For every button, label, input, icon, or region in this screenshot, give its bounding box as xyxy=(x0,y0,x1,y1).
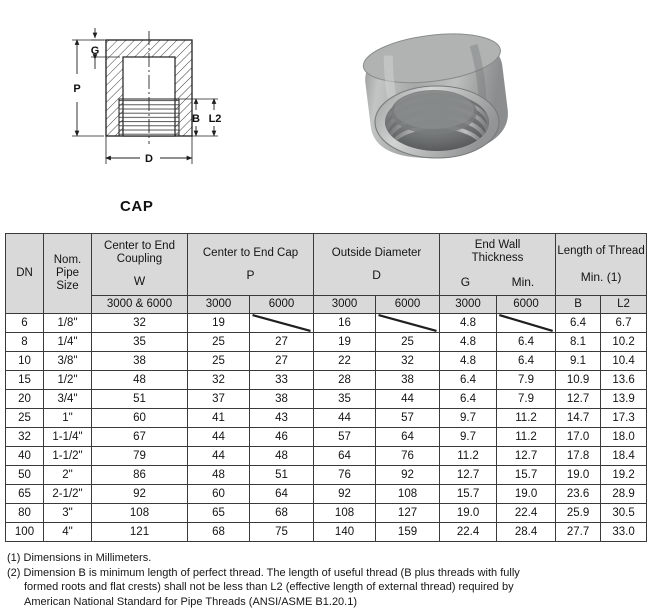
cell-p-3000: 48 xyxy=(188,466,250,485)
cell-p-3000: 65 xyxy=(188,504,250,523)
cell-l2: 33.0 xyxy=(601,523,647,542)
cell-p-6000: 46 xyxy=(250,428,314,447)
cell-b: 8.1 xyxy=(556,333,601,352)
cell-dn: 10 xyxy=(6,352,44,371)
cell-p-6000: 64 xyxy=(250,485,314,504)
table-row xyxy=(6,314,647,333)
cell-d-6000: 38 xyxy=(376,371,440,390)
header-g-min: Min. xyxy=(511,275,535,290)
cell-d-6000: 127 xyxy=(376,504,440,523)
cell-l2: 17.3 xyxy=(601,409,647,428)
cell-g-6000: 6.4 xyxy=(497,333,556,352)
cell-b: 9.1 xyxy=(556,352,601,371)
cell-w: 48 xyxy=(92,371,188,390)
dimension-label-b: B xyxy=(192,113,200,125)
cell-dn: 80 xyxy=(6,504,44,523)
cell-l2: 18.4 xyxy=(601,447,647,466)
cell-w: 108 xyxy=(92,504,188,523)
cell-dn: 6 xyxy=(6,314,44,333)
footnote-2-line-2: formed roots and flat crests) shall not be less than L2 (effective length of external thread) required by xyxy=(24,581,514,593)
table-row xyxy=(6,504,647,523)
cell-nominal-pipe-size: 4" xyxy=(44,523,92,542)
cell-nominal-pipe-size: 2-1/2" xyxy=(44,485,92,504)
subheader-p-3000: 3000 xyxy=(188,296,250,314)
table-row xyxy=(6,390,647,409)
cell-d-6000: 76 xyxy=(376,447,440,466)
cell-w: 86 xyxy=(92,466,188,485)
cell-g-3000: 6.4 xyxy=(440,390,497,409)
table-row xyxy=(6,428,647,447)
cell-w: 35 xyxy=(92,333,188,352)
cell-p-3000: 19 xyxy=(188,314,250,333)
cell-p-3000: 44 xyxy=(188,428,250,447)
cell-w: 121 xyxy=(92,523,188,542)
cell-d-3000: 35 xyxy=(314,390,376,409)
cell-d-6000: 57 xyxy=(376,409,440,428)
cell-g-3000: 9.7 xyxy=(440,409,497,428)
cell-l2: 18.0 xyxy=(601,428,647,447)
figure-caption: CAP xyxy=(120,198,154,215)
cell-w: 51 xyxy=(92,390,188,409)
table-row xyxy=(6,523,647,542)
cell-w: 67 xyxy=(92,428,188,447)
cell-w: 79 xyxy=(92,447,188,466)
cell-nominal-pipe-size: 1" xyxy=(44,409,92,428)
cell-g-3000: 9.7 xyxy=(440,428,497,447)
cell-g-6000: 15.7 xyxy=(497,466,556,485)
header-g-symbol: G xyxy=(460,275,471,290)
subheader-d-3000: 3000 xyxy=(314,296,376,314)
cell-p-6000: 43 xyxy=(250,409,314,428)
header-row-sub xyxy=(6,296,647,314)
cell-p-6000: 51 xyxy=(250,466,314,485)
cap-product-photo xyxy=(338,14,534,186)
cell-d-3000: 108 xyxy=(314,504,376,523)
cell-nominal-pipe-size: 1/8" xyxy=(44,314,92,333)
cell-g-6000-empty xyxy=(497,314,556,333)
cell-d-6000-empty xyxy=(376,314,440,333)
cell-g-6000: 19.0 xyxy=(497,485,556,504)
footnote-1: (1) Dimensions in Millimeters. xyxy=(7,552,152,564)
cell-dn: 8 xyxy=(6,333,44,352)
table-row xyxy=(6,352,647,371)
header-row-main xyxy=(6,234,647,296)
cell-p-3000: 25 xyxy=(188,352,250,371)
cell-d-6000: 159 xyxy=(376,523,440,542)
cell-g-3000: 12.7 xyxy=(440,466,497,485)
table-row xyxy=(6,333,647,352)
cell-p-3000: 37 xyxy=(188,390,250,409)
cell-d-3000: 16 xyxy=(314,314,376,333)
cell-g-3000: 4.8 xyxy=(440,333,497,352)
header-nominal-pipe-size: Nom. Pipe Size xyxy=(44,234,92,314)
cell-p-6000: 48 xyxy=(250,447,314,466)
subheader-d-6000: 6000 xyxy=(376,296,440,314)
cell-g-3000: 15.7 xyxy=(440,485,497,504)
cell-p-6000: 68 xyxy=(250,504,314,523)
table-row xyxy=(6,466,647,485)
cell-b: 14.7 xyxy=(556,409,601,428)
cell-nominal-pipe-size: 1-1/2" xyxy=(44,447,92,466)
table-row xyxy=(6,409,647,428)
dimension-label-p: P xyxy=(73,83,81,95)
header-center-to-end-coupling: Center to End Coupling W xyxy=(92,234,188,296)
cell-d-3000: 140 xyxy=(314,523,376,542)
cell-l2: 13.9 xyxy=(601,390,647,409)
cell-nominal-pipe-size: 1/4" xyxy=(44,333,92,352)
dimension-label-d: D xyxy=(145,153,153,165)
cell-p-3000: 32 xyxy=(188,371,250,390)
cell-l2: 13.6 xyxy=(601,371,647,390)
cell-p-3000: 68 xyxy=(188,523,250,542)
cell-dn: 25 xyxy=(6,409,44,428)
cell-b: 17.0 xyxy=(556,428,601,447)
cell-d-3000: 19 xyxy=(314,333,376,352)
cell-g-3000: 19.0 xyxy=(440,504,497,523)
dimension-table xyxy=(5,233,647,542)
cell-g-3000: 11.2 xyxy=(440,447,497,466)
cell-g-3000: 4.8 xyxy=(440,352,497,371)
cell-d-6000: 92 xyxy=(376,466,440,485)
cell-nominal-pipe-size: 2" xyxy=(44,466,92,485)
header-outside-diameter: Outside Diameter D xyxy=(314,234,440,296)
cell-p-6000: 38 xyxy=(250,390,314,409)
footnote-2-line-1: (2) Dimension B is minimum length of perfect thread. The length of useful thread (B plus threads with fully xyxy=(7,566,520,579)
cap-cross-section-drawing xyxy=(48,16,288,181)
cell-d-3000: 76 xyxy=(314,466,376,485)
subheader-b: B xyxy=(556,296,601,314)
cell-w: 92 xyxy=(92,485,188,504)
cell-dn: 50 xyxy=(6,466,44,485)
subheader-p-6000: 6000 xyxy=(250,296,314,314)
header-length-of-thread: Length of Thread Min. (1) xyxy=(556,234,647,296)
cell-nominal-pipe-size: 3/4" xyxy=(44,390,92,409)
table-row xyxy=(6,371,647,390)
cell-g-6000: 6.4 xyxy=(497,352,556,371)
cell-p-6000: 27 xyxy=(250,333,314,352)
subheader-g-6000: 6000 xyxy=(497,296,556,314)
illustration-area xyxy=(0,0,650,225)
cell-w: 32 xyxy=(92,314,188,333)
cell-p-6000: 75 xyxy=(250,523,314,542)
cell-d-3000: 92 xyxy=(314,485,376,504)
cell-p-3000: 44 xyxy=(188,447,250,466)
dimension-label-g: G xyxy=(90,45,100,57)
cell-l2: 19.2 xyxy=(601,466,647,485)
subheader-w-class: 3000 & 6000 xyxy=(92,296,188,314)
cell-b: 6.4 xyxy=(556,314,601,333)
cell-g-6000: 28.4 xyxy=(497,523,556,542)
cell-g-6000: 7.9 xyxy=(497,371,556,390)
subheader-l2: L2 xyxy=(601,296,647,314)
cell-d-6000: 44 xyxy=(376,390,440,409)
cell-d-3000: 22 xyxy=(314,352,376,371)
cell-d-3000: 57 xyxy=(314,428,376,447)
cell-p-3000: 60 xyxy=(188,485,250,504)
dimension-table-container xyxy=(5,233,646,542)
cell-b: 25.9 xyxy=(556,504,601,523)
header-dn: DN xyxy=(6,234,44,314)
cell-d-6000: 25 xyxy=(376,333,440,352)
cell-g-6000: 22.4 xyxy=(497,504,556,523)
cell-w: 60 xyxy=(92,409,188,428)
cell-g-3000: 4.8 xyxy=(440,314,497,333)
footnote-2-line-3: American National Standard for Pipe Threads (ANSI/ASME B1.20.1) xyxy=(24,595,358,608)
header-center-to-end-cap: Center to End Cap P xyxy=(188,234,314,296)
cell-dn: 65 xyxy=(6,485,44,504)
cell-dn: 20 xyxy=(6,390,44,409)
cell-nominal-pipe-size: 3/8" xyxy=(44,352,92,371)
header-end-wall-thickness: End Wall Thickness G Min. xyxy=(440,234,556,296)
cell-dn: 100 xyxy=(6,523,44,542)
cell-b: 12.7 xyxy=(556,390,601,409)
cell-b: 17.8 xyxy=(556,447,601,466)
cell-l2: 28.9 xyxy=(601,485,647,504)
cell-l2: 6.7 xyxy=(601,314,647,333)
cell-g-6000: 12.7 xyxy=(497,447,556,466)
cell-nominal-pipe-size: 1-1/4" xyxy=(44,428,92,447)
cell-d-6000: 108 xyxy=(376,485,440,504)
cell-l2: 10.2 xyxy=(601,333,647,352)
cell-b: 27.7 xyxy=(556,523,601,542)
cell-l2: 30.5 xyxy=(601,504,647,523)
table-head xyxy=(6,234,647,314)
cell-p-3000: 41 xyxy=(188,409,250,428)
dimension-label-l2: L2 xyxy=(208,113,222,125)
cell-d-3000: 64 xyxy=(314,447,376,466)
cell-d-3000: 44 xyxy=(314,409,376,428)
cell-nominal-pipe-size: 3" xyxy=(44,504,92,523)
cell-l2: 10.4 xyxy=(601,352,647,371)
cell-g-6000: 11.2 xyxy=(497,428,556,447)
table-body xyxy=(6,314,647,542)
cell-dn: 15 xyxy=(6,371,44,390)
cell-nominal-pipe-size: 1/2" xyxy=(44,371,92,390)
subheader-g-3000: 3000 xyxy=(440,296,497,314)
cell-dn: 32 xyxy=(6,428,44,447)
cell-g-6000: 11.2 xyxy=(497,409,556,428)
cell-dn: 40 xyxy=(6,447,44,466)
cell-p-6000-empty xyxy=(250,314,314,333)
cell-w: 38 xyxy=(92,352,188,371)
table-row xyxy=(6,485,647,504)
cell-p-6000: 33 xyxy=(250,371,314,390)
cell-g-3000: 22.4 xyxy=(440,523,497,542)
cell-b: 19.0 xyxy=(556,466,601,485)
footnotes xyxy=(7,551,643,609)
table-row xyxy=(6,447,647,466)
cell-b: 10.9 xyxy=(556,371,601,390)
cell-d-6000: 32 xyxy=(376,352,440,371)
cell-d-6000: 64 xyxy=(376,428,440,447)
cell-d-3000: 28 xyxy=(314,371,376,390)
cell-p-6000: 27 xyxy=(250,352,314,371)
cell-p-3000: 25 xyxy=(188,333,250,352)
cell-g-6000: 7.9 xyxy=(497,390,556,409)
cell-g-3000: 6.4 xyxy=(440,371,497,390)
cell-b: 23.6 xyxy=(556,485,601,504)
